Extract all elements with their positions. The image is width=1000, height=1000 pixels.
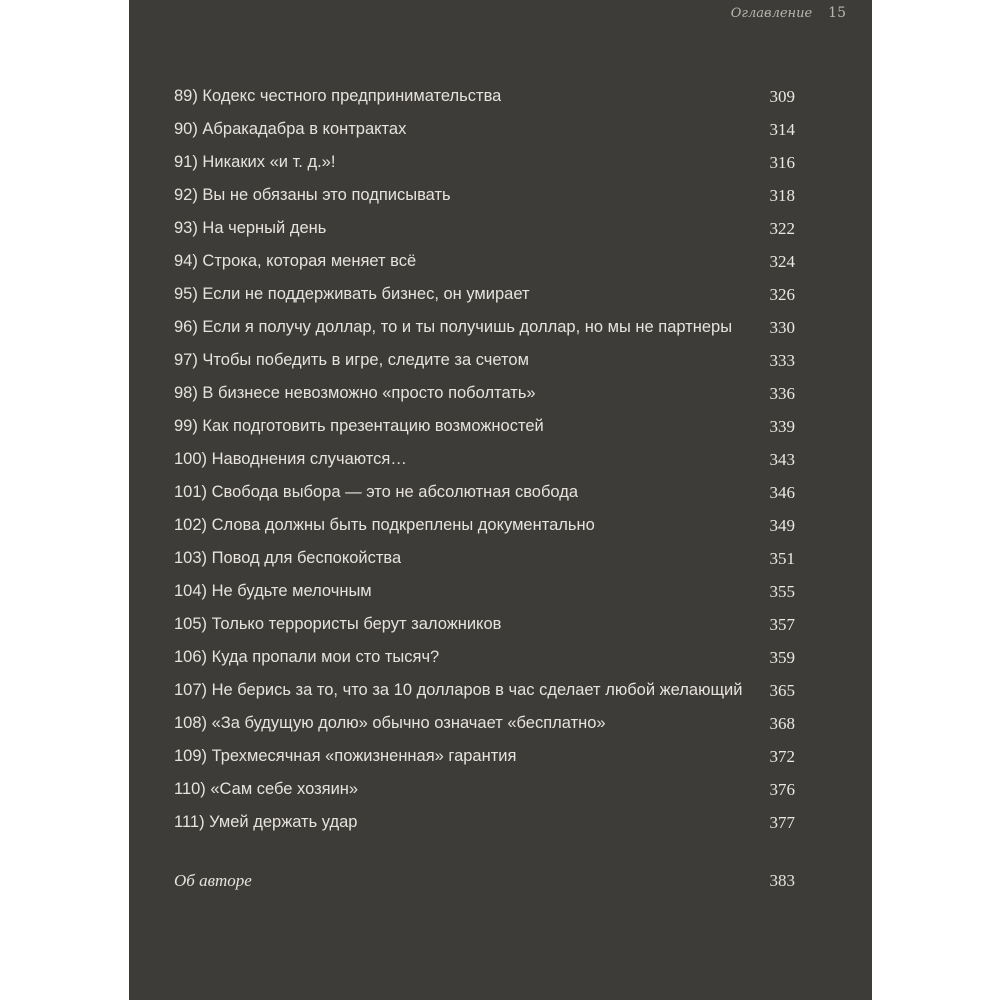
toc-entry: [174, 740, 795, 773]
toc-entry-page: 326: [769, 284, 795, 304]
toc-entry-title: 102) Слова должны быть подкреплены документально: [174, 516, 595, 534]
toc-entry: [174, 674, 795, 707]
toc-entry-title: 101) Свобода выбора — это не абсолютная свобода: [174, 483, 579, 501]
toc-entry-page: 365: [769, 680, 795, 700]
about-author-title: Об авторе: [174, 870, 252, 890]
toc-entry: [174, 146, 795, 179]
toc-entry-title: 89) Кодекс честного предпринимательства: [174, 87, 502, 105]
toc-entry-page: 372: [769, 746, 795, 766]
toc-entry: [174, 476, 795, 509]
toc-entry-page: 333: [769, 350, 795, 370]
toc-entry: [174, 179, 795, 212]
toc-entry: [174, 575, 795, 608]
toc-entry: [174, 410, 795, 443]
toc-entry: [174, 80, 795, 113]
toc-entry-page: 349: [769, 515, 795, 535]
toc-entry-page: 368: [769, 713, 795, 733]
about-author-page: 383: [769, 870, 795, 890]
toc-entry: [174, 773, 795, 806]
toc-entry-title: 100) Наводнения случаются…: [174, 450, 407, 468]
toc-entry-page: 351: [769, 548, 795, 568]
toc-entry-page: 309: [769, 86, 795, 106]
running-head-section: Оглавление: [730, 6, 813, 21]
running-head-page-number: 15: [828, 5, 846, 21]
toc-entry-title: 92) Вы не обязаны это подписывать: [174, 186, 451, 204]
toc-entry-page: 330: [769, 317, 795, 337]
toc-entry-page: 346: [769, 482, 795, 502]
toc-entry-title: 108) «За будущую долю» обычно означает «бесплатно»: [174, 714, 606, 732]
toc-entry: [174, 278, 795, 311]
toc-entry: [174, 509, 795, 542]
toc-entry-page: 376: [769, 779, 795, 799]
toc-entry-title: 110) «Сам себе хозяин»: [174, 780, 359, 798]
toc-entry-title: 93) На черный день: [174, 219, 327, 237]
toc-entry: [174, 707, 795, 740]
toc-entry-page: 318: [769, 185, 795, 205]
toc-entry: [174, 641, 795, 674]
toc-entry-title: 95) Если не поддерживать бизнес, он умирает: [174, 285, 530, 303]
toc-entry: [174, 344, 795, 377]
toc-entry-page: 316: [769, 152, 795, 172]
toc-entry-page: 357: [769, 614, 795, 634]
table-of-contents: [174, 80, 795, 839]
toc-entry-page: 339: [769, 416, 795, 436]
toc-entry-page: 322: [769, 218, 795, 238]
book-page: [129, 0, 872, 1000]
toc-entry-title: 98) В бизнесе невозможно «просто поболтать»: [174, 384, 536, 402]
toc-entry-page: 355: [769, 581, 795, 601]
toc-entry-page: 377: [769, 812, 795, 832]
toc-entry-title: 105) Только террористы берут заложников: [174, 615, 502, 633]
toc-entry-title: 109) Трехмесячная «пожизненная» гарантия: [174, 747, 517, 765]
toc-entry-title: 97) Чтобы победить в игре, следите за счетом: [174, 351, 529, 369]
toc-entry-title: 107) Не берись за то, что за 10 долларов в час сделает любой желающий: [174, 681, 743, 699]
toc-entry-title: 111) Умей держать удар: [174, 813, 358, 831]
toc-entry: [174, 542, 795, 575]
toc-entry-page: 336: [769, 383, 795, 403]
toc-entry-page: 343: [769, 449, 795, 469]
toc-entry-title: 106) Куда пропали мои сто тысяч?: [174, 648, 440, 666]
toc-entry-title: 90) Абракадабра в контрактах: [174, 120, 407, 138]
toc-entry: [174, 311, 795, 344]
toc-entry-title: 96) Если я получу доллар, то и ты получишь доллар, но мы не партнеры: [174, 318, 733, 336]
toc-entry-title: 91) Никаких «и т. д.»!: [174, 153, 336, 171]
toc-entry-page: 359: [769, 647, 795, 667]
toc-entry: [174, 377, 795, 410]
toc-entry: [174, 806, 795, 839]
toc-entry-about-author: [174, 864, 795, 897]
running-head: [731, 5, 846, 27]
toc-entry-title: 104) Не будьте мелочным: [174, 582, 372, 600]
toc-entry: [174, 113, 795, 146]
toc-entry: [174, 212, 795, 245]
toc-entry-title: 94) Строка, которая меняет всё: [174, 252, 417, 270]
toc-entry-title: 103) Повод для беспокойства: [174, 549, 402, 567]
toc-entry: [174, 608, 795, 641]
toc-entry-page: 324: [769, 251, 795, 271]
toc-entry: [174, 245, 795, 278]
toc-entry: [174, 443, 795, 476]
toc-entry-page: 314: [769, 119, 795, 139]
toc-entry-title: 99) Как подготовить презентацию возможностей: [174, 417, 544, 435]
